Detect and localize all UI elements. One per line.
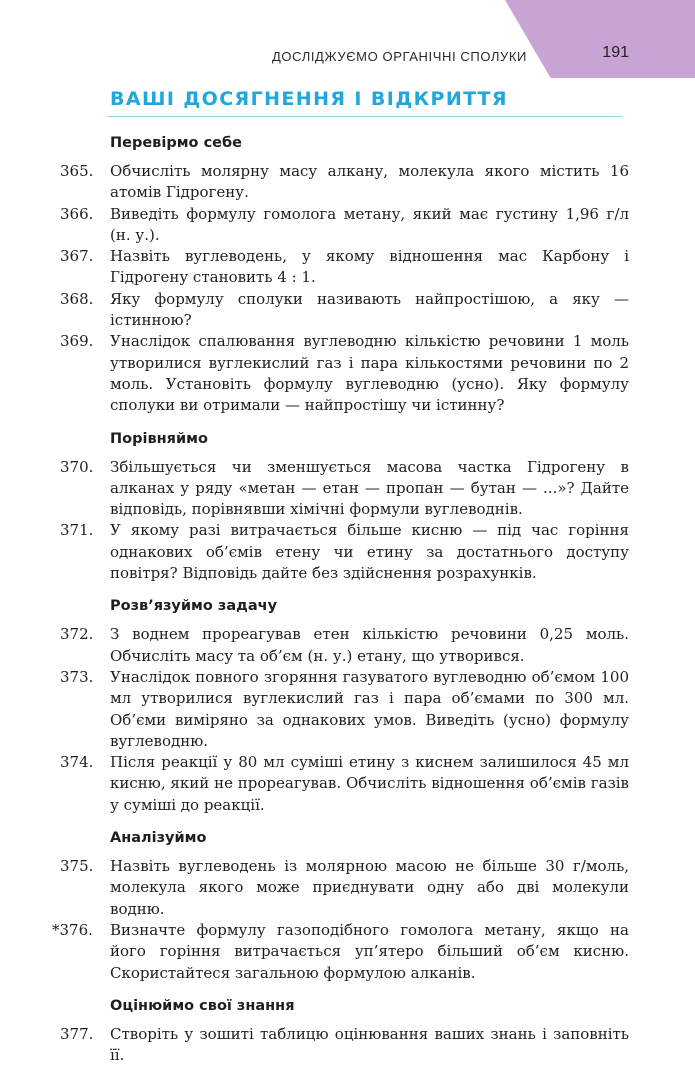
problem-text: З воднем прореагував етен кількістю речовини 0,25 моль. Обчисліть масу та об’єм (н. у.) етану, що утворився. (110, 625, 629, 665)
problem-item (60, 1024, 630, 1066)
problem-number: 377. (60, 1024, 94, 1043)
problem-number: 365. (60, 162, 94, 180)
problem-item (60, 246, 630, 289)
problem-number: 374. (60, 753, 94, 772)
problem-item (60, 204, 630, 247)
section-analyze (52, 828, 630, 984)
section-heading: Аналізуймо (110, 830, 207, 847)
problem-item (60, 161, 630, 204)
section-heading: Перевірмо себе (110, 135, 242, 151)
problem-text: Унаслідок спалювання вуглеводню кількістю речовини 1 моль утворилися вуглекислий газ і пара кількостями речовини по 2 моль. Установіть формулу вуглеводню (усно). Яку формулу сполуки ви отримали — найпростішу чи істинну? (110, 332, 629, 415)
section-solve-task (60, 596, 630, 816)
problem-item (60, 457, 630, 521)
section-compare (60, 429, 630, 585)
problem-text: Збільшується чи зменшується масова частка Гідрогену в алканах у ряду «метан — етан — пропан — бутан — ...»? Дайте відповідь, порівнявши хімічні формули вуглеводнів. (110, 457, 629, 519)
page-number: 191 (602, 44, 629, 61)
problem-item (60, 752, 630, 816)
problem-text: Яку формулу сполуки називають найпростішою, а яку — істинною? (110, 289, 629, 330)
problem-number: 368. (60, 289, 94, 308)
problem-text: Виведіть формулу гомолога метану, який має густину 1,96 г/л (н. у.). (110, 204, 629, 244)
content (52, 133, 630, 1066)
corner-tab (505, 0, 695, 78)
problem-item (60, 331, 630, 416)
problem-text: Назвіть вуглеводень із молярною масою не більше 30 г/моль, молекула якого може приєднувати одну або дві молекули водню. (110, 857, 629, 918)
title-divider (107, 116, 622, 117)
problem-number: 375. (60, 857, 94, 876)
section-heading: Оцінюймо свої знання (110, 997, 295, 1014)
problem-number: 372. (60, 625, 94, 644)
running-header: ДОСЛІДЖУЄМО ОРГАНІЧНІ СПОЛУКИ (272, 49, 527, 64)
problem-text: Створіть у зошиті таблицю оцінювання ваших знань і заповніть її. (110, 1024, 629, 1065)
problem-number: 369. (60, 332, 94, 351)
problem-text: Визначте формулу газоподібного гомолога метану, якщо на його горіння витрачається уп’ятеро більший об’єм кисню. Скористайтеся загальною формулою алканів. (110, 920, 629, 982)
page-title: ВАШІ ДОСЯГНЕННЯ І ВІДКРИТТЯ (110, 88, 508, 110)
section-check-yourself (60, 133, 630, 417)
section-evaluate-knowledge (60, 996, 630, 1066)
problem-text: Назвіть вуглеводень, у якому відношення мас Карбону і Гідрогену становить 4 : 1. (110, 247, 629, 287)
problem-text: Після реакції у 80 мл суміші етину з киснем залишилося 45 мл кисню, який не прореагував. Обчисліть відношення об’ємів газів у суміші до реакції. (110, 753, 629, 814)
problem-number: 371. (60, 521, 94, 540)
problem-text: Унаслідок повного згоряння газуватого вуглеводню об’ємом 100 мл утворилися вуглекислий газ і пара об’ємами по 300 мл. Об’єми виміряно за однакових умов. Виведіть (усно) формулу вуглеводню. (110, 667, 629, 750)
problem-item (60, 856, 630, 920)
problem-number: *376. (52, 920, 93, 939)
problem-text: У якому разі витрачається більше кисню — під час горіння однакових об’ємів етену чи етину за достатнього доступу повітря? Відповідь дайте без здійснення розрахунків. (110, 521, 629, 583)
problem-item (60, 667, 630, 752)
problem-number: 367. (60, 247, 94, 266)
problem-item (60, 624, 630, 667)
problem-number: 370. (60, 457, 94, 476)
problem-number: 366. (60, 204, 94, 223)
section-heading: Порівняймо (110, 430, 208, 447)
problem-number: 373. (60, 667, 94, 686)
section-heading: Розв’язуймо задачу (110, 598, 278, 615)
problem-text: Обчисліть молярну масу алкану, молекула якого містить 16 атомів Гідрогену. (110, 162, 629, 202)
problem-item (60, 289, 630, 332)
problem-item (52, 920, 630, 984)
problem-item (60, 520, 630, 584)
